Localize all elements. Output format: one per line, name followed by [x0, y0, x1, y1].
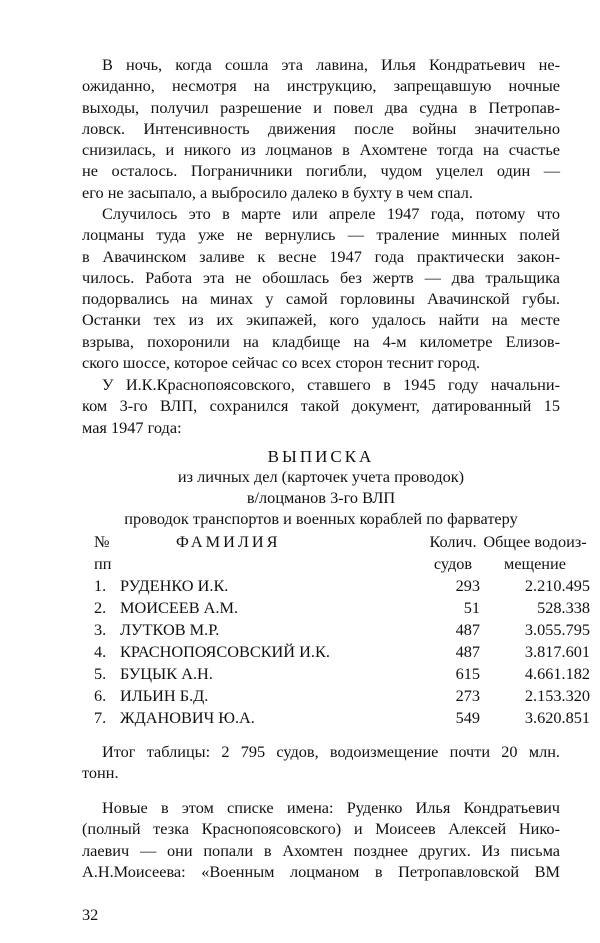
row-name: ИЛЬИН Б.Д.	[120, 686, 209, 705]
row-num: 1.	[94, 576, 107, 595]
extract-subtitle-3: проводок транспортов и военных кораблей по фарватеру	[124, 509, 518, 528]
pilots-table	[94, 531, 590, 729]
row-count: 51	[463, 598, 480, 617]
table-row	[94, 597, 590, 619]
paragraph-4	[82, 741, 560, 784]
row-num: 6.	[94, 686, 107, 705]
text-line: У И.К.Краснопоясовского, ставшего в 1945 году начальни-	[102, 375, 560, 394]
row-count: 273	[455, 686, 480, 705]
text-line: (полный тезка Краснопоясовского) и Моисеев Алексей Нико-	[82, 819, 560, 839]
row-name: КРАСНОПОЯСОВСКИЙ И.К.	[120, 642, 330, 661]
row-num: 3.	[94, 620, 107, 639]
header-num: №	[94, 532, 110, 551]
row-count: 293	[455, 576, 480, 595]
text-line: не осталось. Пограничники погибли, чудом уцелел один —	[82, 161, 560, 181]
row-name: ЖДАНОВИЧ Ю.А.	[120, 708, 255, 727]
row-num: 7.	[94, 708, 107, 727]
text-line: мая 1947 года:	[82, 417, 182, 437]
text-line: ожиданно, несмотря на инструкцию, запрещавшую ночные	[82, 76, 560, 96]
row-displacement: 2.153.320	[524, 686, 590, 705]
row-name: БУЦЫК А.Н.	[120, 664, 213, 683]
row-displacement: 3.817.601	[524, 642, 590, 661]
table-row	[94, 619, 590, 641]
text-line: подорвались на минах у самой горловины Авачинской губы.	[82, 289, 560, 309]
text-line: ком 3-го ВЛП, сохранился такой документ, датированный 15	[82, 396, 560, 416]
row-displacement: 2.210.495	[524, 576, 590, 595]
row-displacement: 528.338	[537, 598, 590, 617]
text-line: чилось. Работа эта не обошлась без жертв — два тральщика	[82, 267, 560, 287]
row-num: 5.	[94, 664, 107, 683]
text-line: Останки тех из их экипажей, кого удалось найти на месте	[82, 310, 560, 330]
paragraph-1	[82, 54, 560, 203]
text-line: взрыва, похоронили на кладбище на 4-м километре Елизов-	[82, 331, 560, 351]
row-count: 487	[455, 620, 480, 639]
paragraph-5	[82, 797, 560, 882]
row-count: 487	[455, 642, 480, 661]
text-line: Новые в этом списке имена: Руденко Илья Кондратьевич	[102, 798, 560, 817]
text-line: тонн.	[82, 763, 119, 783]
text-line: снизилась, и никого из лоцманов в Ахомтене тогда на счастье	[82, 140, 560, 160]
row-displacement: 3.620.851	[524, 708, 590, 727]
header-num-sub: пп	[94, 554, 112, 573]
table-header-row	[94, 531, 590, 553]
text-line: ского шоссе, которое сейчас со всех сторон теснит город.	[82, 353, 481, 373]
text-line: лоцманы туда уже не вернулись — траление минных полей	[82, 225, 560, 245]
header-name: ФАМИЛИЯ	[176, 532, 281, 551]
text-line: его не засыпало, а выбросило далеко в бухту в чем спал.	[82, 182, 473, 202]
extract-title: ВЫПИСКА	[267, 447, 375, 466]
row-name: ЛУТКОВ М.Р.	[120, 620, 220, 639]
row-count: 615	[455, 664, 480, 683]
row-name: МОИСЕЕВ А.М.	[120, 598, 239, 617]
text-line: лаевич — они попали в Ахомтен позднее других. Из письма	[82, 840, 560, 860]
table-row	[94, 707, 590, 729]
extract-subtitle-1: из личных дел (карточек учета проводок)	[177, 467, 465, 486]
paragraph-2	[82, 203, 560, 373]
row-num: 2.	[94, 598, 107, 617]
table-header-row	[94, 553, 590, 575]
text-line: в Авачинском заливе к весне 1947 года практически закон-	[82, 246, 560, 266]
header-displacement-sub: мещение	[504, 554, 566, 573]
header-name-sub	[120, 553, 426, 575]
paragraph-3	[82, 374, 560, 438]
table-row	[94, 641, 590, 663]
header-count-sub: судов	[433, 554, 473, 573]
table-row	[94, 663, 590, 685]
text-line: Итог таблицы: 2 795 судов, водоизмещение почти 20 млн.	[102, 742, 560, 761]
header-count: Колич.	[429, 532, 477, 551]
text-line: В ночь, когда сошла эта лавина, Илья Кондратьевич не-	[102, 55, 560, 74]
table-row	[94, 575, 590, 597]
header-displacement: Общее водоиз-	[483, 532, 587, 551]
row-displacement: 4.661.182	[524, 664, 590, 683]
text-line: А.Н.Моисеева: «Военным лоцманом в Петропавловской ВМ	[82, 861, 560, 881]
row-count: 549	[455, 708, 480, 727]
extract-subtitle-2: в/лоцманов 3-го ВЛП	[246, 488, 396, 507]
table-row	[94, 685, 590, 707]
text-line: ловск. Интенсивность движения после войны значительно	[82, 118, 560, 138]
row-displacement: 3.055.795	[524, 620, 590, 639]
text-line: выходы, получил разрешение и повел два судна в Петропав-	[82, 97, 560, 117]
page-number: 32	[82, 905, 99, 924]
row-num: 4.	[94, 642, 107, 661]
row-name: РУДЕНКО И.К.	[120, 576, 229, 595]
text-line: Случилось это в марте или апреле 1947 года, потому что	[102, 204, 560, 223]
